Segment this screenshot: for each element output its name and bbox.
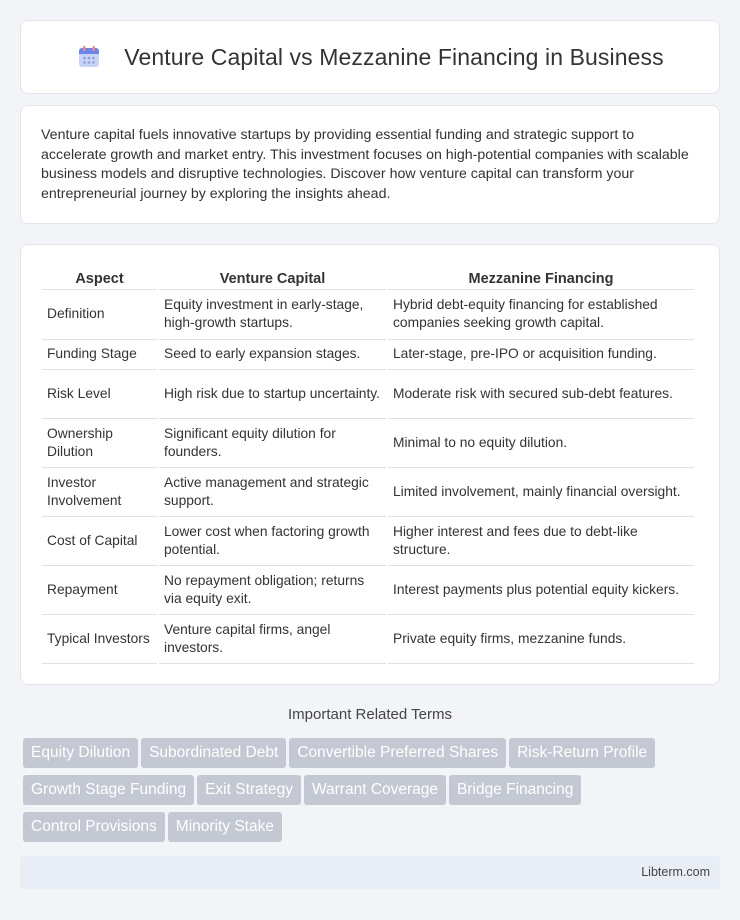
- venture-capital-cell: Seed to early expansion stages.: [159, 340, 386, 370]
- venture-capital-cell: Venture capital firms, angel investors.: [159, 615, 386, 664]
- column-header-venture-capital: Venture Capital: [159, 265, 386, 290]
- aspect-cell: Ownership Dilution: [42, 419, 157, 468]
- aspect-cell: Typical Investors: [42, 615, 157, 664]
- comparison-table: [40, 265, 696, 664]
- table-row: [42, 615, 694, 664]
- venture-capital-cell: Active management and strategic support.: [159, 468, 386, 517]
- related-term-tag[interactable]: Minority Stake: [168, 812, 282, 842]
- related-term-tag[interactable]: Equity Dilution: [23, 738, 138, 768]
- related-term-tag[interactable]: Exit Strategy: [197, 775, 301, 805]
- mezzanine-cell: Hybrid debt-equity financing for established companies seeking growth capital.: [388, 290, 694, 340]
- related-term-tag[interactable]: Warrant Coverage: [304, 775, 446, 805]
- table-header-row: [42, 265, 694, 290]
- mezzanine-cell: Interest payments plus potential equity kickers.: [388, 566, 694, 615]
- mezzanine-cell: Later-stage, pre-IPO or acquisition funding.: [388, 340, 694, 370]
- mezzanine-cell: Minimal to no equity dilution.: [388, 419, 694, 468]
- mezzanine-cell: Higher interest and fees due to debt-like structure.: [388, 517, 694, 566]
- intro-card: [20, 105, 720, 224]
- comparison-card: [20, 244, 720, 685]
- page-title: Venture Capital vs Mezzanine Financing in Business: [124, 43, 664, 70]
- aspect-cell: Risk Level: [42, 370, 157, 419]
- aspect-cell: Investor Involvement: [42, 468, 157, 517]
- venture-capital-cell: No repayment obligation; returns via equity exit.: [159, 566, 386, 615]
- venture-capital-cell: High risk due to startup uncertainty.: [159, 370, 386, 419]
- related-term-tag[interactable]: Growth Stage Funding: [23, 775, 194, 805]
- table-row: [42, 340, 694, 370]
- title-card: [20, 20, 720, 94]
- related-term-tag[interactable]: Risk-Return Profile: [509, 738, 655, 768]
- related-term-tag[interactable]: Control Provisions: [23, 812, 165, 842]
- aspect-cell: Cost of Capital: [42, 517, 157, 566]
- mezzanine-cell: Moderate risk with secured sub-debt features.: [388, 370, 694, 419]
- table-row: [42, 566, 694, 615]
- venture-capital-cell: Significant equity dilution for founders.: [159, 419, 386, 468]
- table-row: [42, 517, 694, 566]
- related-term-tag[interactable]: Convertible Preferred Shares: [289, 738, 506, 768]
- aspect-cell: Repayment: [42, 566, 157, 615]
- venture-capital-cell: Lower cost when factoring growth potential.: [159, 517, 386, 566]
- table-row: [42, 468, 694, 517]
- related-terms-list: [23, 738, 713, 849]
- calendar-icon: [76, 44, 102, 70]
- footer: [20, 856, 720, 889]
- aspect-cell: Funding Stage: [42, 340, 157, 370]
- column-header-mezzanine-financing: Mezzanine Financing: [388, 265, 694, 290]
- venture-capital-cell: Equity investment in early-stage, high-growth startups.: [159, 290, 386, 340]
- table-row: [42, 370, 694, 419]
- site-link[interactable]: Libterm.com: [641, 865, 710, 879]
- mezzanine-cell: Private equity firms, mezzanine funds.: [388, 615, 694, 664]
- related-terms-heading: Important Related Terms: [288, 706, 452, 723]
- column-header-aspect: Aspect: [42, 265, 157, 290]
- intro-text: Venture capital fuels innovative startups by providing essential funding and strategic support to accelerate growth and market entry. This investment focuses on high-potential companies with scalable business models and disruptive technologies. Discover how venture capital can transform your entrepreneurial journey by exploring the insights ahead.: [41, 127, 689, 202]
- related-term-tag[interactable]: Subordinated Debt: [141, 738, 286, 768]
- table-row: [42, 290, 694, 340]
- aspect-cell: Definition: [42, 290, 157, 340]
- table-row: [42, 419, 694, 468]
- related-term-tag[interactable]: Bridge Financing: [449, 775, 581, 805]
- mezzanine-cell: Limited involvement, mainly financial oversight.: [388, 468, 694, 517]
